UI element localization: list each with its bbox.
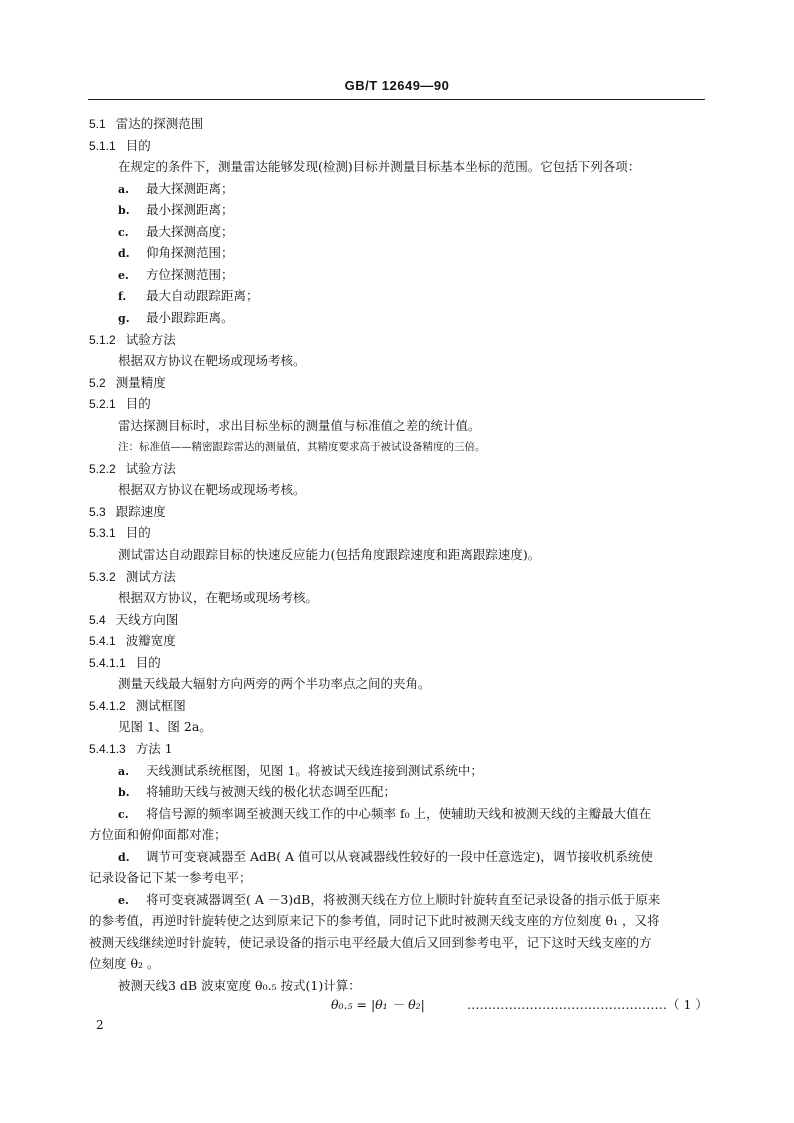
list-marker: b. — [118, 786, 130, 800]
section-title: 目的 — [125, 396, 151, 412]
section-heading — [89, 375, 166, 391]
list-marker: f. — [118, 290, 127, 304]
list-marker: d. — [118, 247, 130, 261]
list-item-text: 最小跟踪距离。 — [146, 309, 234, 325]
list-item — [118, 806, 651, 823]
paragraph-text: 根据双方协议在靶场或现场考核。 — [118, 482, 306, 498]
list-item — [118, 763, 483, 780]
section-title: 测量精度 — [115, 374, 166, 390]
paragraph-text: 见图 1、图 2a。 — [118, 719, 212, 735]
section-number: 5.2.2 — [89, 461, 116, 476]
section-number: 5.1 — [89, 117, 106, 131]
list-item-text: 天线测试系统框图，见图 1。将被试天线连接到测试系统中； — [146, 762, 483, 778]
list-item — [118, 849, 653, 866]
section-title: 试验方法 — [125, 460, 176, 476]
section-heading — [89, 569, 176, 585]
list-marker: g. — [118, 311, 130, 325]
list-item — [118, 310, 234, 327]
section-heading — [89, 633, 176, 649]
section-heading — [89, 116, 203, 132]
list-item-text: 将辅助天线与被测天线的极化状态调至匹配； — [146, 784, 397, 800]
section-heading — [89, 741, 173, 757]
note-text: 注：标准值——精密跟踪雷达的测量值，其精度要求高于被试设备精度的三倍。 — [118, 441, 486, 454]
section-title: 波瓣宽度 — [125, 633, 176, 649]
paragraph-continuation: 记录设备记下某一参考电平； — [89, 870, 252, 886]
paragraph-text: 根据双方协议在靶场或现场考核。 — [118, 353, 306, 369]
paragraph-text: 雷达探测目标时，求出目标坐标的测量值与标准值之差的统计值。 — [118, 417, 481, 433]
list-item — [118, 288, 259, 305]
list-item — [118, 267, 234, 284]
list-item — [118, 892, 660, 909]
page-number: 2 — [96, 1018, 104, 1032]
section-title: 天线方向图 — [115, 611, 179, 627]
section-number: 5.4.1.2 — [89, 698, 126, 713]
paragraph-text: 被测天线3 dB 波束宽度 θ₀.₅ 按式(1)计算： — [118, 978, 361, 993]
paragraph-text: 测试雷达自动跟踪目标的快速反应能力(包括角度跟踪速度和距离跟踪速度)。 — [118, 547, 541, 562]
section-number: 5.1.1 — [89, 138, 116, 153]
list-item — [118, 245, 234, 262]
list-marker: a. — [118, 764, 129, 778]
paragraph-text: 根据双方协议，在靶场或现场考核。 — [118, 590, 319, 606]
section-title: 目的 — [125, 525, 151, 541]
list-item-text: 最大自动跟踪距离； — [146, 288, 259, 304]
section-number: 5.1.2 — [89, 332, 116, 347]
section-heading — [89, 461, 176, 477]
paragraph-text: 测量天线最大辐射方向两旁的两个半功率点之间的夹角。 — [118, 676, 431, 692]
section-number: 5.2.1 — [89, 397, 116, 412]
section-title: 目的 — [135, 654, 161, 670]
section-number: 5.4.1.1 — [89, 655, 126, 670]
list-item — [118, 181, 234, 198]
paragraph-continuation: 方位面和俯仰面都对准； — [89, 827, 227, 843]
section-number: 5.4 — [89, 612, 106, 627]
section-number: 5.4.1.3 — [89, 741, 126, 756]
section-title: 测试框图 — [135, 697, 186, 713]
paragraph-continuation: 被测天线继续逆时针旋转，使记录设备的指示电平经最大值后又回到参考电平，记下这时天线支座的方 — [89, 934, 652, 950]
section-title: 试验方法 — [125, 331, 176, 347]
list-item-text: 仰角探测范围； — [146, 245, 234, 261]
formula-expression: θ₀.₅ = |θ₁ － θ₂| — [331, 997, 425, 1012]
list-item-text: 最大探测高度； — [146, 223, 234, 239]
section-number: 5.2 — [89, 375, 106, 390]
section-heading — [89, 612, 178, 628]
section-title: 跟踪速度 — [115, 503, 166, 519]
section-title: 方法 1 — [135, 740, 173, 756]
section-title: 雷达的探测范围 — [115, 116, 204, 131]
list-item-text: 最大探测距离； — [146, 180, 234, 196]
list-marker: d. — [118, 850, 130, 864]
section-heading — [89, 655, 161, 671]
list-marker: e. — [118, 893, 129, 907]
paragraph-text: 在规定的条件下，测量雷达能够发现(检测)目标并测量目标基本坐标的范围。它包括下列各项： — [118, 159, 641, 175]
list-item — [118, 784, 396, 801]
list-item-text: 调节可变衰减器至 AdB( A 值可以从衰减器线性较好的一段中任意选定)，调节接收机系统使 — [146, 848, 653, 864]
page-header: GB/T 12649—90 — [344, 78, 450, 93]
section-number: 5.3 — [89, 504, 106, 519]
list-item — [118, 224, 234, 241]
list-marker: c. — [118, 807, 129, 821]
formula-equation-number: …………………………………………（ 1 ） — [467, 997, 708, 1012]
list-item — [118, 202, 234, 219]
section-number: 5.3.2 — [89, 569, 116, 584]
list-marker: c. — [118, 225, 129, 239]
section-heading — [89, 504, 166, 520]
section-heading — [89, 698, 186, 714]
list-item-text: 将可变衰减器调至( A －3)dB，将被测天线在方位上顺时针旋转直至记录设备的指示低于原来 — [146, 891, 661, 907]
section-title: 测试方法 — [125, 568, 176, 584]
section-title: 目的 — [125, 137, 151, 153]
list-item-text: 方位探测范围； — [146, 266, 234, 282]
section-heading — [89, 138, 151, 154]
section-heading — [89, 332, 176, 348]
paragraph-continuation: 的参考值，再逆时针旋转使之达到原来记下的参考值，同时记下此时被测天线支座的方位刻度 θ₁ ，又将 — [89, 913, 660, 929]
section-number: 5.4.1 — [89, 634, 116, 649]
section-number: 5.3.1 — [89, 526, 116, 541]
list-item-text: 将信号源的频率调至被测天线工作的中心频率 f₀ 上，使辅助天线和被测天线的主瓣最大值在 — [146, 805, 652, 821]
list-marker: a. — [118, 182, 129, 196]
list-item-text: 最小探测距离； — [146, 202, 234, 218]
section-heading — [89, 525, 151, 541]
section-heading — [89, 396, 151, 412]
list-marker: b. — [118, 204, 130, 218]
list-marker: e. — [118, 268, 129, 282]
header-rule — [88, 99, 705, 100]
paragraph-continuation: 位刻度 θ₂ 。 — [89, 956, 160, 972]
